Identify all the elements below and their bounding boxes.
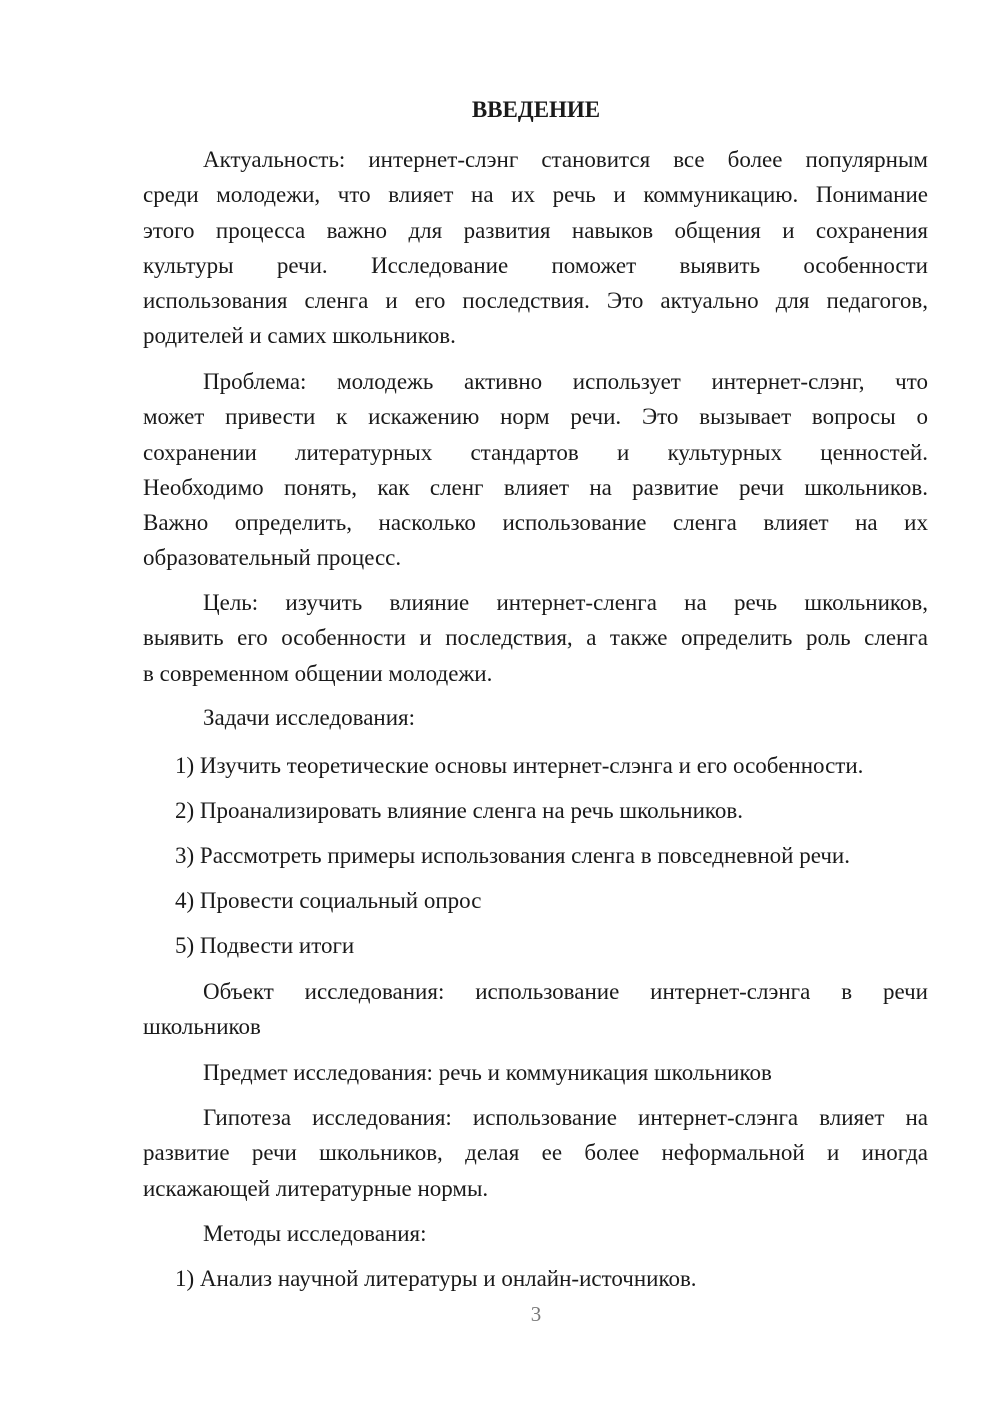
paragraph-object [143, 974, 928, 1045]
text-line: Необходимо понять, как сленг влияет на развитие речи школьников. [143, 474, 928, 500]
text-line: Задачи исследования: [203, 705, 416, 730]
methods-heading [143, 1216, 928, 1251]
paragraph-hypothesis [143, 1100, 928, 1206]
text-line: этого процесса важно для развития навыков общения и сохранения [143, 217, 928, 243]
text-line: сохранении литературных стандартов и культурных ценностей. [143, 439, 928, 465]
list-item: 2) Проанализировать влияние сленга на речь школьников. [175, 798, 744, 823]
text-line: Объект исследования: использование интернет-слэнга в речи [203, 979, 928, 1004]
paragraph-subject [143, 1055, 928, 1090]
list-item: 4) Провести социальный опрос [175, 888, 482, 913]
list-item: 1) Изучить теоретические основы интернет-слэнга и его особенности. [175, 753, 864, 778]
text-line: Актуальность: интернет-слэнг становится все более популярным [203, 147, 928, 172]
text-line: Методы исследования: [203, 1221, 427, 1246]
text-line: искажающей литературные нормы. [143, 1175, 489, 1201]
list-item: 1) Анализ научной литературы и онлайн-источников. [175, 1266, 697, 1291]
text-line: может привести к искажению норм речи. Это вызывает вопросы о [143, 404, 928, 430]
text-line: Цель: изучить влияние интернет-сленга на речь школьников, [203, 590, 928, 615]
text-line: развитие речи школьников, делая ее более неформальной и иногда [143, 1140, 928, 1166]
paragraph-relevance [143, 142, 928, 354]
text-line: Гипотеза исследования: использование интернет-слэнга влияет на [203, 1105, 928, 1130]
text-line: в современном общении молодежи. [143, 660, 493, 686]
paragraph-problem [143, 364, 928, 576]
text-line: Важно определить, насколько использование сленга влияет на их [143, 510, 928, 536]
text-line: выявить его особенности и последствия, а также определить роль сленга [143, 625, 928, 651]
methods-list [143, 1261, 928, 1296]
text-line: школьников [143, 1014, 261, 1040]
text-line: использования сленга и его последствия. Это актуально для педагогов, [143, 288, 928, 314]
paragraph-goal [143, 585, 928, 691]
list-item: 5) Подвести итоги [175, 933, 355, 958]
list-item: 3) Рассмотреть примеры использования сленга в повседневной речи. [175, 843, 850, 868]
section-title: ВВЕДЕНИЕ [471, 97, 601, 122]
text-line: культуры речи. Исследование поможет выявить особенности [143, 252, 928, 278]
tasks-list [143, 748, 928, 973]
page-number: 3 [530, 1302, 542, 1326]
text-line: Проблема: молодежь активно использует интернет-слэнг, что [203, 369, 928, 394]
tasks-heading [143, 700, 928, 735]
text-line: среди молодежи, что влияет на их речь и коммуникацию. Понимание [143, 182, 928, 208]
text-line: образовательный процесс. [143, 545, 402, 571]
text-line: родителей и самих школьников. [143, 323, 456, 349]
text-line: Предмет исследования: речь и коммуникация школьников [203, 1060, 772, 1085]
